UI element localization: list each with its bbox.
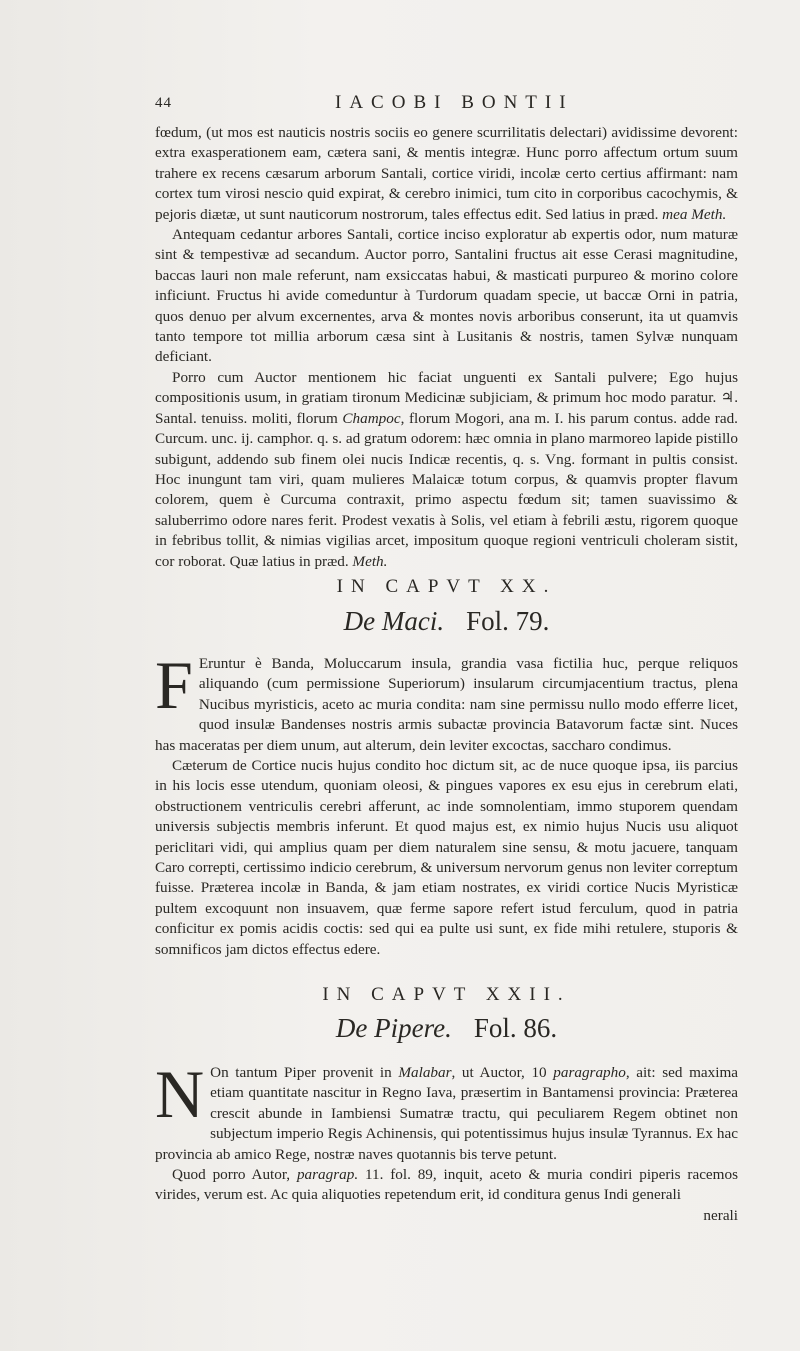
- paragraph-text: , florum Mogori, ana m. I. his parum contus. adde rad. Curcum. unc. ij. camphor. q. s. ad gratum odorem: hæc omnia in plano marmoreo lapide pistillo subigunt, addendo sub finem olei nucis Indicæ recentis, q. s. Vng. formant in pultis consist. Hoc inungunt tam viri, quam mulieres Malaicæ totum corpus, & quamvis propter flavum colorem, quem è Curcuma contraxit, primo aspectu fœdum sit; tamen suavissimo & saluberrimo odore nares ferit. Prodest vexatis à Solis, vel etiam à febrili æstu, rigorem quoque in febribus tollit, & nimias vigilias arcet, impositum quoque regioni ventriculi choleram sistit, cor roborat. Quæ latius in præd.: [155, 409, 738, 570]
- paragraph-italic: Meth.: [352, 552, 388, 570]
- page-header: [155, 92, 735, 121]
- paragraph-italic: mea Meth.: [662, 205, 727, 223]
- section-title: [155, 1013, 738, 1044]
- paragraph: [155, 647, 738, 756]
- drop-cap: F: [155, 647, 193, 723]
- folio-reference: Fol. 86.: [473, 1013, 558, 1043]
- section-title: [155, 606, 738, 637]
- paragraph-text: Porro cum Auctor mentionem hic faciat unguenti ex Santali pulvere; Ego hujus compositionis usum, in gratiam tironum Medicinæ subjiciam, & primum hoc modo paratur. ♃. Santal. tenuiss. moliti, florum: [155, 368, 738, 427]
- paragraph-text: Cæterum de Cortice nucis hujus condito hoc dictum sit, ac de nuce quoque ipsa, iis parcius in his locis esse utendum, quoniam oleosi, & pingues vapores ex esu ejus in cerebrum elati, obstructionem ventriculis cerebri afferunt, ac inde somnolentiam, immo stuporem quendam universis subjectis membris inferunt. Et quod majus est, ex nimio hujus Nucis usu aliquot periclitari vidi, qui amplius quam per diem naturalem sine sensu, & motu jacuere, tanquam Caro correpti, certissimo indicio cerebrum, & universum nervorum genus non leviter correptum fuisse. Præterea incolæ in Banda, & jam etiam nostrates, ex viridi cortice Nucis Myristicæ pultem excoquunt non insuavem, quæ ferme sapore refert istud ferculum, quod in patria conficitur ex pomis acidis coctis: sed qui ea pulte usi sunt, ex fide mihi retulere, stuporis & somnificos jam dictos effectus edere.: [155, 757, 738, 958]
- section-title-italic: De Pipere.: [335, 1013, 452, 1043]
- paragraph-text: fœdum, (ut mos est nauticis nostris sociis eo genere scurrilitatis delectari) avidissime devorent: extra exasperationem eam, cætera sani, & mentis integræ. Hunc porro affectum ortum suum trahere ex recens cæsarum arborum Santali, cortice viridi, incolæ certo certius affirmant: nam cortex tum virosi nescio quid expirat, & cerebro inimici, tum cito in corporibus cacochymis, & pejoris diætæ, ut sunt nauticorum nostrorum, tales effectus edit. Sed latius in præd.: [155, 124, 738, 223]
- chapter-heading: IN CAPVT XX.: [336, 576, 557, 597]
- paragraph-text: On tantum Piper provenit in: [210, 1064, 399, 1081]
- paragraph-italic: Malabar: [398, 1064, 452, 1081]
- paragraph: [155, 368, 738, 572]
- paragraph: [155, 1165, 738, 1206]
- paragraph-text: Quod porro Autor,: [172, 1166, 297, 1184]
- text-block-santali: [155, 123, 738, 572]
- drop-cap: N: [155, 1056, 205, 1132]
- text-block-pipere: [155, 1056, 738, 1226]
- paragraph-italic: paragrap.: [296, 1166, 359, 1184]
- folio-reference: Fol. 79.: [466, 606, 550, 636]
- running-head: IACOBI BONTII: [335, 92, 574, 113]
- paragraph-text: , ait: sed maxima etiam quantitate nascitur in Regno Iava, præsertim in Bantamensi provincia: Præterea crescit abunde in Iambiensi Sumatræ tractu, qui peculiarem Regem obtinet non subjectum imperio Regis Achinensis, qui potentissimus hujus insulæ Tyrannus. Ex hac provincia ab amico Rege, nostræ naves quotannis bis terve petunt.: [155, 1064, 738, 1163]
- text-block-maci: [155, 647, 738, 960]
- paragraph: [155, 756, 738, 960]
- section-title-italic: De Maci.: [343, 606, 445, 636]
- paragraph-text: , ut Auctor, 10: [451, 1064, 554, 1081]
- paragraph: [155, 1056, 738, 1165]
- paragraph-italic: Champoc: [342, 409, 401, 427]
- chapter-heading: IN CAPVT XXII.: [322, 984, 571, 1005]
- catchword: nerali: [703, 1206, 738, 1224]
- paragraph-italic: paragrapho: [553, 1064, 626, 1081]
- paragraph: [155, 225, 738, 368]
- paragraph-text: Eruntur è Banda, Moluccarum insula, grandia vasa fictilia huc, perque reliquos aliquando (cum permissione Superiorum) insularum circumjacentium tractus, plena Nucibus myristicis, aceto ac muria condita: nam sine permissu nullo modo efferre licet, quod insulæ Bandenses nostris armis subactæ provincia Batavorum factæ sint. Nuces has maceratas per diem unum, aut alterum, dein leviter excoctas, saccharo condimus.: [155, 655, 738, 754]
- paragraph: [155, 123, 738, 225]
- page-number: 44: [155, 95, 172, 111]
- paragraph-text: Antequam cedantur arbores Santali, cortice inciso exploratur ab expertis odor, num maturæ sint & tempestivæ ad secandum. Auctor porro, Santalini fructus ait esse Cerasi magnitudine, baccas lauri non male referunt, nam exsiccatas habui, & masticati purpureo & morino colore inficiunt. Fructus hi avide comeduntur à Turdorum quadam specie, ut baccæ Orni in patria, quos denuo per alvum excernentes, arva & montes novis arboribus conserunt, ita ut quamvis tanto tempore tot millia arborum cæsa sint à Lusitanis & nostris, tamen Sylvæ nunquam deficiant.: [155, 226, 738, 366]
- paragraph-text: 11. fol. 89, inquit, aceto & muria condiri piperis racemos virides, verum est. Ac quia aliquoties repetendum erit, id conditura genus Indi generali: [155, 1166, 738, 1204]
